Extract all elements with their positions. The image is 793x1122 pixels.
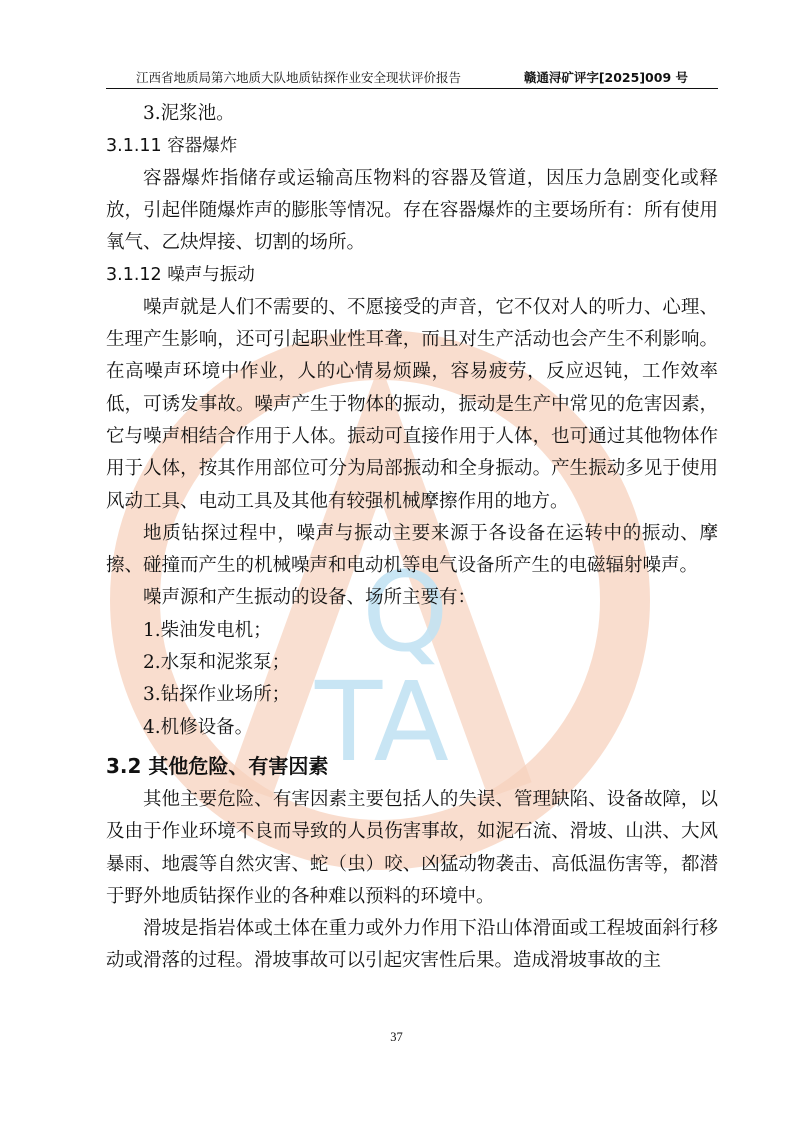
paragraph-noise-list-intro: 噪声源和产生振动的设备、场所主要有： xyxy=(143,587,477,609)
list-item: 4.机修设备。 xyxy=(143,716,254,738)
paragraph-other-hazards: 其他主要危险、有害因素主要包括人的失误、管理缺陷、设备故障，以及由于作业环境不良而导致的人员伤害事故，如泥石流、滑坡、山洪、大风暴雨、地震等自然灾害、蛇（虫）咬、凶猛动物袭击、高低温伤害等，都潜于野外地质钻探作业的各种难以预料的环境中。 xyxy=(106,788,718,907)
paragraph-noise-source: 地质钻探过程中，噪声与振动主要来源于各设备在运转中的振动、摩擦、碰撞而产生的机械噪声和电动机等电气设备所产生的电磁辐射噪声。 xyxy=(106,522,718,577)
heading-3-2: 3.2 其他危险、有害因素 xyxy=(106,753,329,778)
paragraph-landslide: 滑坡是指岩体或土体在重力或外力作用下沿山体滑面或工程坡面斜行移动或滑落的过程。滑坡事故可以引起灾害性后果。造成滑坡事故的主 xyxy=(106,918,718,972)
page-number: 37 xyxy=(390,1030,403,1044)
list-item: 1.柴油发电机； xyxy=(143,619,272,641)
watermark-letter-q: Q xyxy=(362,548,449,676)
watermark-letters-ta: TA xyxy=(315,658,449,786)
list-item-mud-pit: 3.泥浆池。 xyxy=(143,103,235,124)
heading-3-1-11: 3.1.11 容器爆炸 xyxy=(106,136,238,157)
paragraph-noise-definition: 噪声就是人们不需要的、不愿接受的声音，它不仅对人的听力、心理、生理产生影响，还可引起职业性耳聋，而且对生产活动也会产生不利影响。在高噪声环境中作业，人的心情易烦躁，容易疲劳，反应迟钝，工作效率低，可诱发事故。噪声产生于物体的振动，振动是生产中常见的危害因素，它与噪声相结合作用于人体。振动可直接作用于人体，也可通过其他物体作用于人体，按其作用部位可分为局部振动和全身振动。产生振动多见于使用风动工具、电动工具及其他有较强机械摩擦作用的地方。 xyxy=(106,296,718,512)
list-item: 3.钻探作业场所； xyxy=(143,684,291,706)
page-body xyxy=(106,98,718,978)
header-doc-number: 赣通浔矿评字[2025]009 号 xyxy=(523,70,688,85)
paragraph-container-explosion: 容器爆炸指储存或运输高压物料的容器及管道，因压力急剧变化或释放，引起伴随爆炸声的膨胀等情况。存在容器爆炸的主要场所有：所有使用氧气、乙炔焊接、切割的场所。 xyxy=(106,167,718,254)
heading-3-1-12: 3.1.12 噪声与振动 xyxy=(106,265,255,286)
page-header xyxy=(106,66,718,89)
header-report-title: 江西省地质局第六地质大队地质钻探作业安全现状评价报告 xyxy=(136,70,462,85)
list-item: 2.水泵和泥浆泵； xyxy=(143,652,291,674)
